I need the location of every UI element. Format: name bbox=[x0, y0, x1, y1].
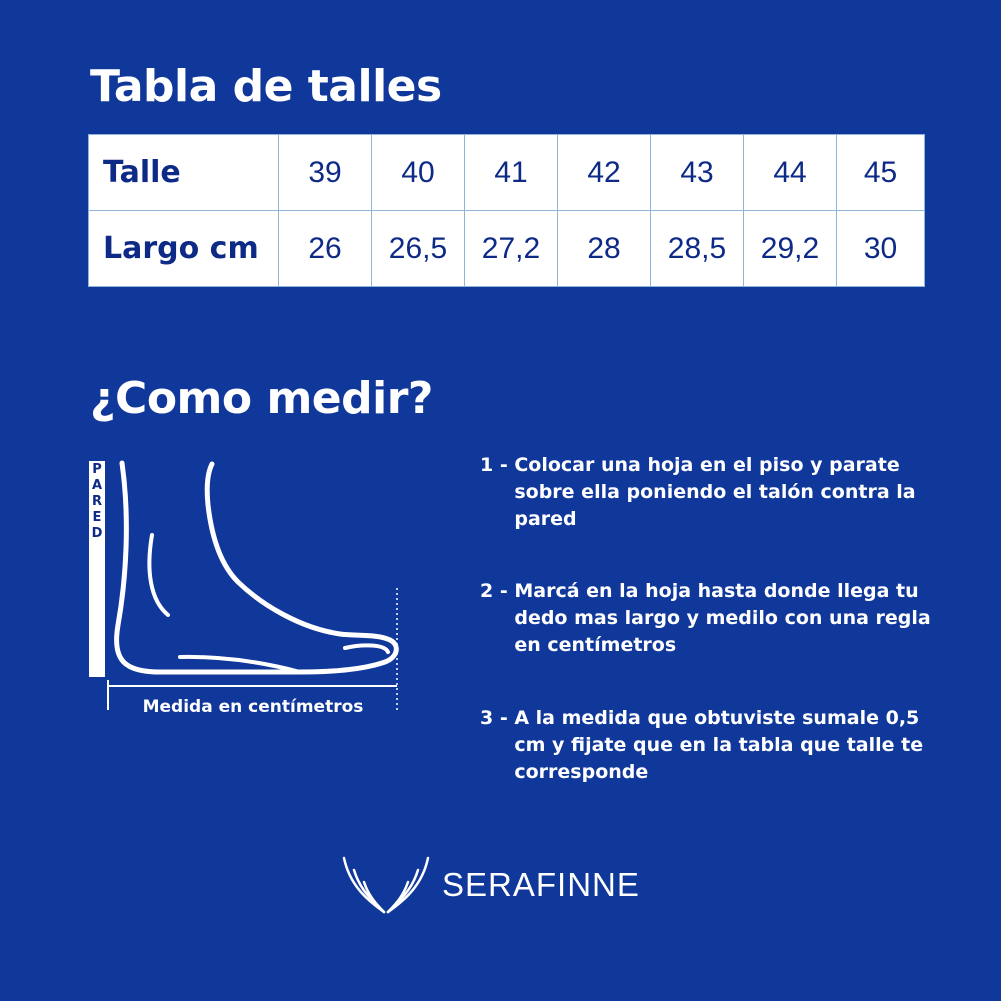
measure-label: Medida en centímetros bbox=[142, 697, 364, 717]
length-cell: 26,5 bbox=[372, 211, 465, 287]
brand-footer bbox=[340, 852, 670, 918]
length-cell: 28 bbox=[558, 211, 651, 287]
wall-letter: A bbox=[91, 478, 103, 493]
wall-letter: D bbox=[91, 526, 103, 541]
table-row-size bbox=[89, 135, 925, 211]
step-number: 1 - bbox=[480, 454, 515, 476]
step-item bbox=[480, 452, 950, 533]
length-cell: 29,2 bbox=[744, 211, 837, 287]
step-item bbox=[480, 578, 950, 659]
wall-letter: R bbox=[91, 494, 102, 509]
ankle-curve bbox=[149, 535, 168, 615]
page-title: Tabla de talles bbox=[90, 61, 442, 112]
table-row-length bbox=[89, 211, 925, 287]
step-text: Colocar una hoja en el piso y parate sobre ella poniendo el talón contra la pared bbox=[514, 454, 916, 530]
row-header-length: Largo cm bbox=[89, 211, 279, 287]
brand-name: SERAFINNE bbox=[442, 866, 640, 903]
how-to-measure-title: ¿Como medir? bbox=[90, 373, 433, 424]
toenail bbox=[345, 645, 388, 652]
length-cell: 27,2 bbox=[465, 211, 558, 287]
length-cell: 28,5 bbox=[651, 211, 744, 287]
size-cell: 40 bbox=[372, 135, 465, 211]
step-number: 2 - bbox=[480, 580, 515, 602]
wall-letter: E bbox=[92, 510, 102, 525]
wall-label bbox=[90, 462, 104, 542]
size-cell: 39 bbox=[279, 135, 372, 211]
step-item bbox=[480, 705, 950, 786]
size-cell: 41 bbox=[465, 135, 558, 211]
foot-outline-icon bbox=[117, 463, 397, 672]
row-header-size: Talle bbox=[89, 135, 279, 211]
foot-measure-illustration bbox=[80, 450, 420, 730]
length-cell: 30 bbox=[837, 211, 925, 287]
wings-logo-icon bbox=[340, 852, 432, 918]
step-text: A la medida que obtuviste sumale 0,5 cm y fijate que en la tabla que talle te corresponde bbox=[514, 707, 924, 783]
step-number: 3 - bbox=[480, 707, 515, 729]
size-cell: 44 bbox=[744, 135, 837, 211]
size-cell: 42 bbox=[558, 135, 651, 211]
length-cell: 26 bbox=[279, 211, 372, 287]
wall-letter: P bbox=[92, 462, 102, 477]
size-table bbox=[88, 134, 925, 287]
size-cell: 43 bbox=[651, 135, 744, 211]
step-text: Marcá en la hoja hasta donde llega tu dedo mas largo y medilo con una regla en centímetros bbox=[514, 580, 931, 656]
size-cell: 45 bbox=[837, 135, 925, 211]
